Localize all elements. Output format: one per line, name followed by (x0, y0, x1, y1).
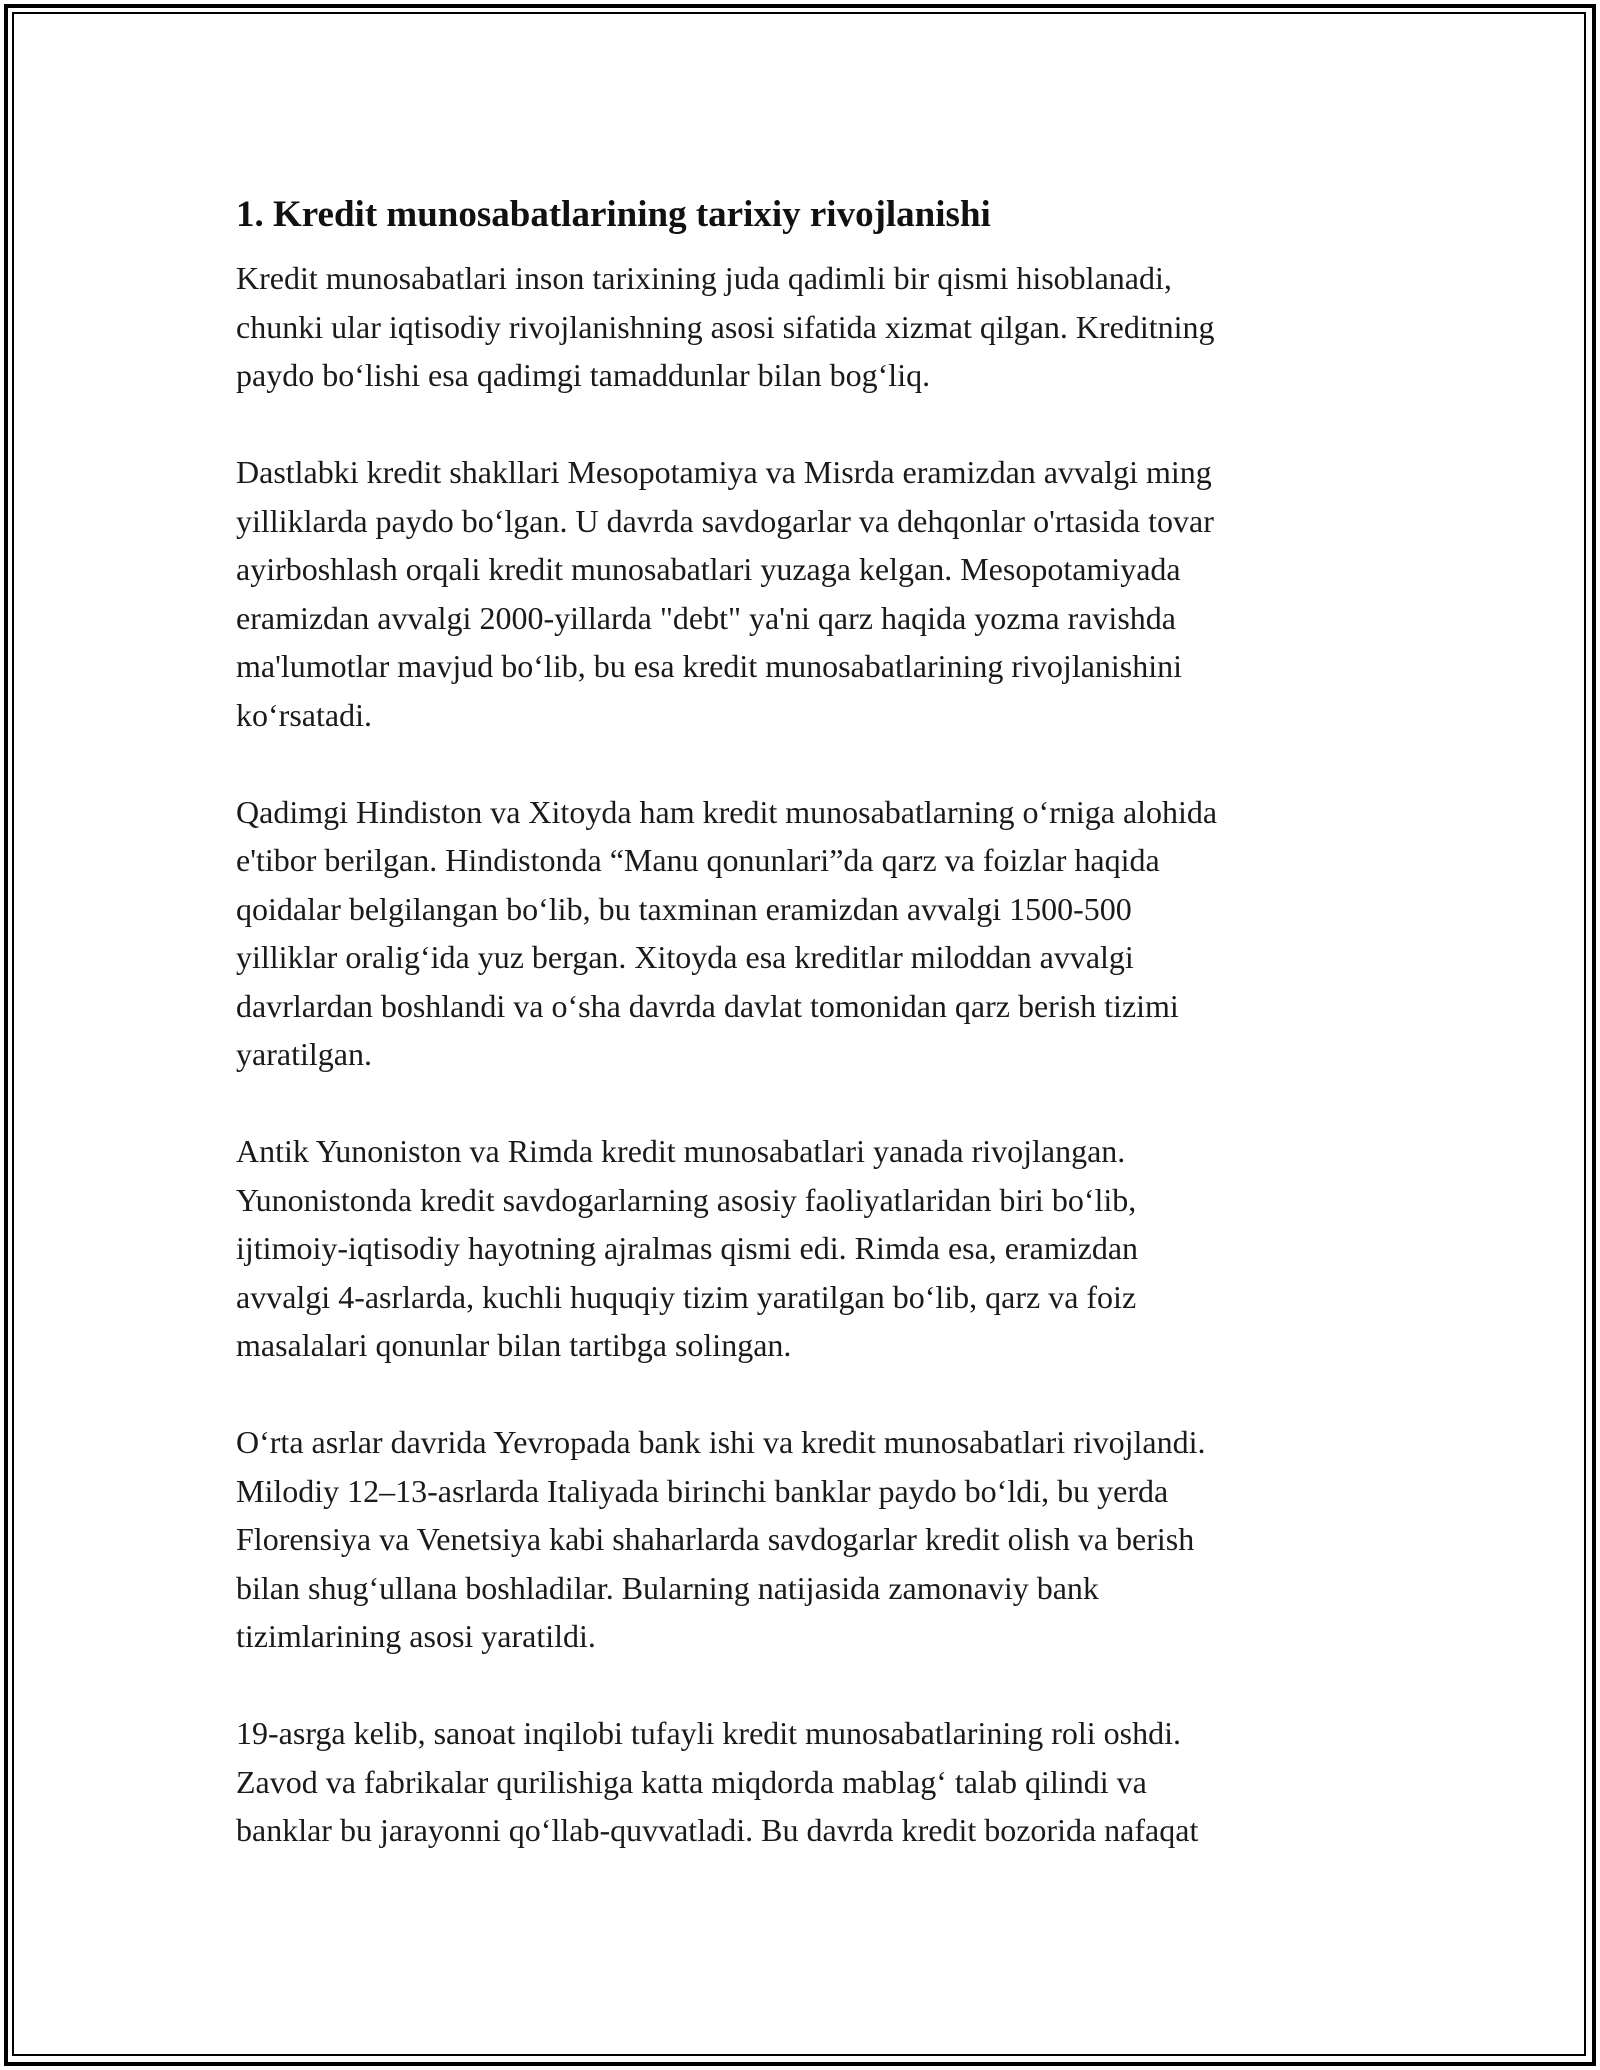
text-line: Milodiy 12–13-asrlarda Italiyada birinchi banklar paydo bo‘ldi, bu yerda (236, 1472, 1169, 1509)
document-body (236, 186, 1376, 1903)
text-line: paydo bo‘lishi esa qadimgi tamaddunlar bilan bog‘liq. (236, 357, 931, 393)
paragraph-4 (236, 1127, 1376, 1370)
paragraph-5 (236, 1418, 1376, 1661)
text-line: Florensiya va Venetsiya kabi shaharlarda savdogarlar kredit olish va berish (236, 1521, 1195, 1557)
text-line: 19-asrga kelib, sanoat inqilobi tufayli kredit munosabatlarining roli oshdi. (236, 1715, 1182, 1751)
text-line: ma'lumotlar mavjud bo‘lib, bu esa kredit munosabatlarining rivojlanishini (236, 648, 1183, 684)
text-line: chunki ular iqtisodiy rivojlanishning asosi sifatida xizmat qilgan. Kreditning (236, 308, 1215, 345)
text-line: qoidalar belgilangan bo‘lib, bu taxminan eramizdan avvalgi 1500-500 (236, 890, 1132, 927)
text-line: O‘rta asrlar davrida Yevropada bank ishi va kredit munosabatlari rivojlandi. (236, 1424, 1206, 1460)
text-line: davrlardan boshlandi va o‘sha davrda davlat tomonidan qarz berish tizimi (236, 987, 1179, 1024)
section-heading: 1. Kredit munosabatlarining tarixiy rivojlanishi (236, 194, 991, 235)
text-line: e'tibor berilgan. Hindistonda “Manu qonunlari”da qarz va foizlar haqida (236, 842, 1160, 878)
text-line: eramizdan avvalgi 2000-yillarda "debt" ya'ni qarz haqida yozma ravishda (236, 599, 1176, 636)
text-line: avvalgi 4-asrlarda, kuchli huquqiy tizim yaratilgan bo‘lib, qarz va foiz (236, 1278, 1137, 1315)
text-line: ijtimoiy-iqtisodiy hayotning ajralmas qismi edi. Rimda esa, eramizdan (236, 1230, 1139, 1266)
text-line: Kredit munosabatlari inson tarixining juda qadimli bir qismi hisoblanadi, (236, 260, 1172, 296)
text-line: bilan shug‘ullana boshladilar. Bularning natijasida zamonaviy bank (236, 1569, 1099, 1606)
text-line: Zavod va fabrikalar qurilishiga katta miqdorda mablag‘ talab qilindi va (236, 1763, 1147, 1800)
text-line: Dastlabki kredit shakllari Mesopotamiya va Misrda eramizdan avvalgi ming (236, 454, 1212, 490)
text-line: tizimlarining asosi yaratildi. (236, 1618, 596, 1654)
text-line: ko‘rsatadi. (236, 696, 372, 733)
text-line: Yunonistonda kredit savdogarlarning asosiy faoliyatlaridan biri bo‘lib, (236, 1181, 1137, 1218)
text-line: yilliklar oralig‘ida yuz bergan. Xitoyda esa kreditlar miloddan avvalgi (236, 939, 1134, 975)
paragraph-6 (236, 1709, 1376, 1855)
text-line: Qadimgi Hindiston va Xitoyda ham kredit munosabatlarning o‘rniga alohida (236, 793, 1218, 830)
text-line: ayirboshlash orqali kredit munosabatlari yuzaga kelgan. Mesopotamiyada (236, 551, 1181, 587)
paragraph-2 (236, 448, 1376, 739)
text-line: yilliklarda paydo bo‘lgan. U davrda savdogarlar va dehqonlar o'rtasida tovar (236, 502, 1214, 539)
text-line: yaratilgan. (236, 1036, 372, 1072)
text-line: masalalari qonunlar bilan tartibga solingan. (236, 1327, 792, 1363)
text-line: Antik Yunoniston va Rimda kredit munosabatlari yanada rivojlangan. (236, 1133, 1126, 1169)
text-line: banklar bu jarayonni qo‘llab-quvvatladi. Bu davrda kredit bozorida nafaqat (236, 1812, 1199, 1848)
paragraph-3 (236, 788, 1376, 1079)
paragraph-1 (236, 254, 1376, 400)
